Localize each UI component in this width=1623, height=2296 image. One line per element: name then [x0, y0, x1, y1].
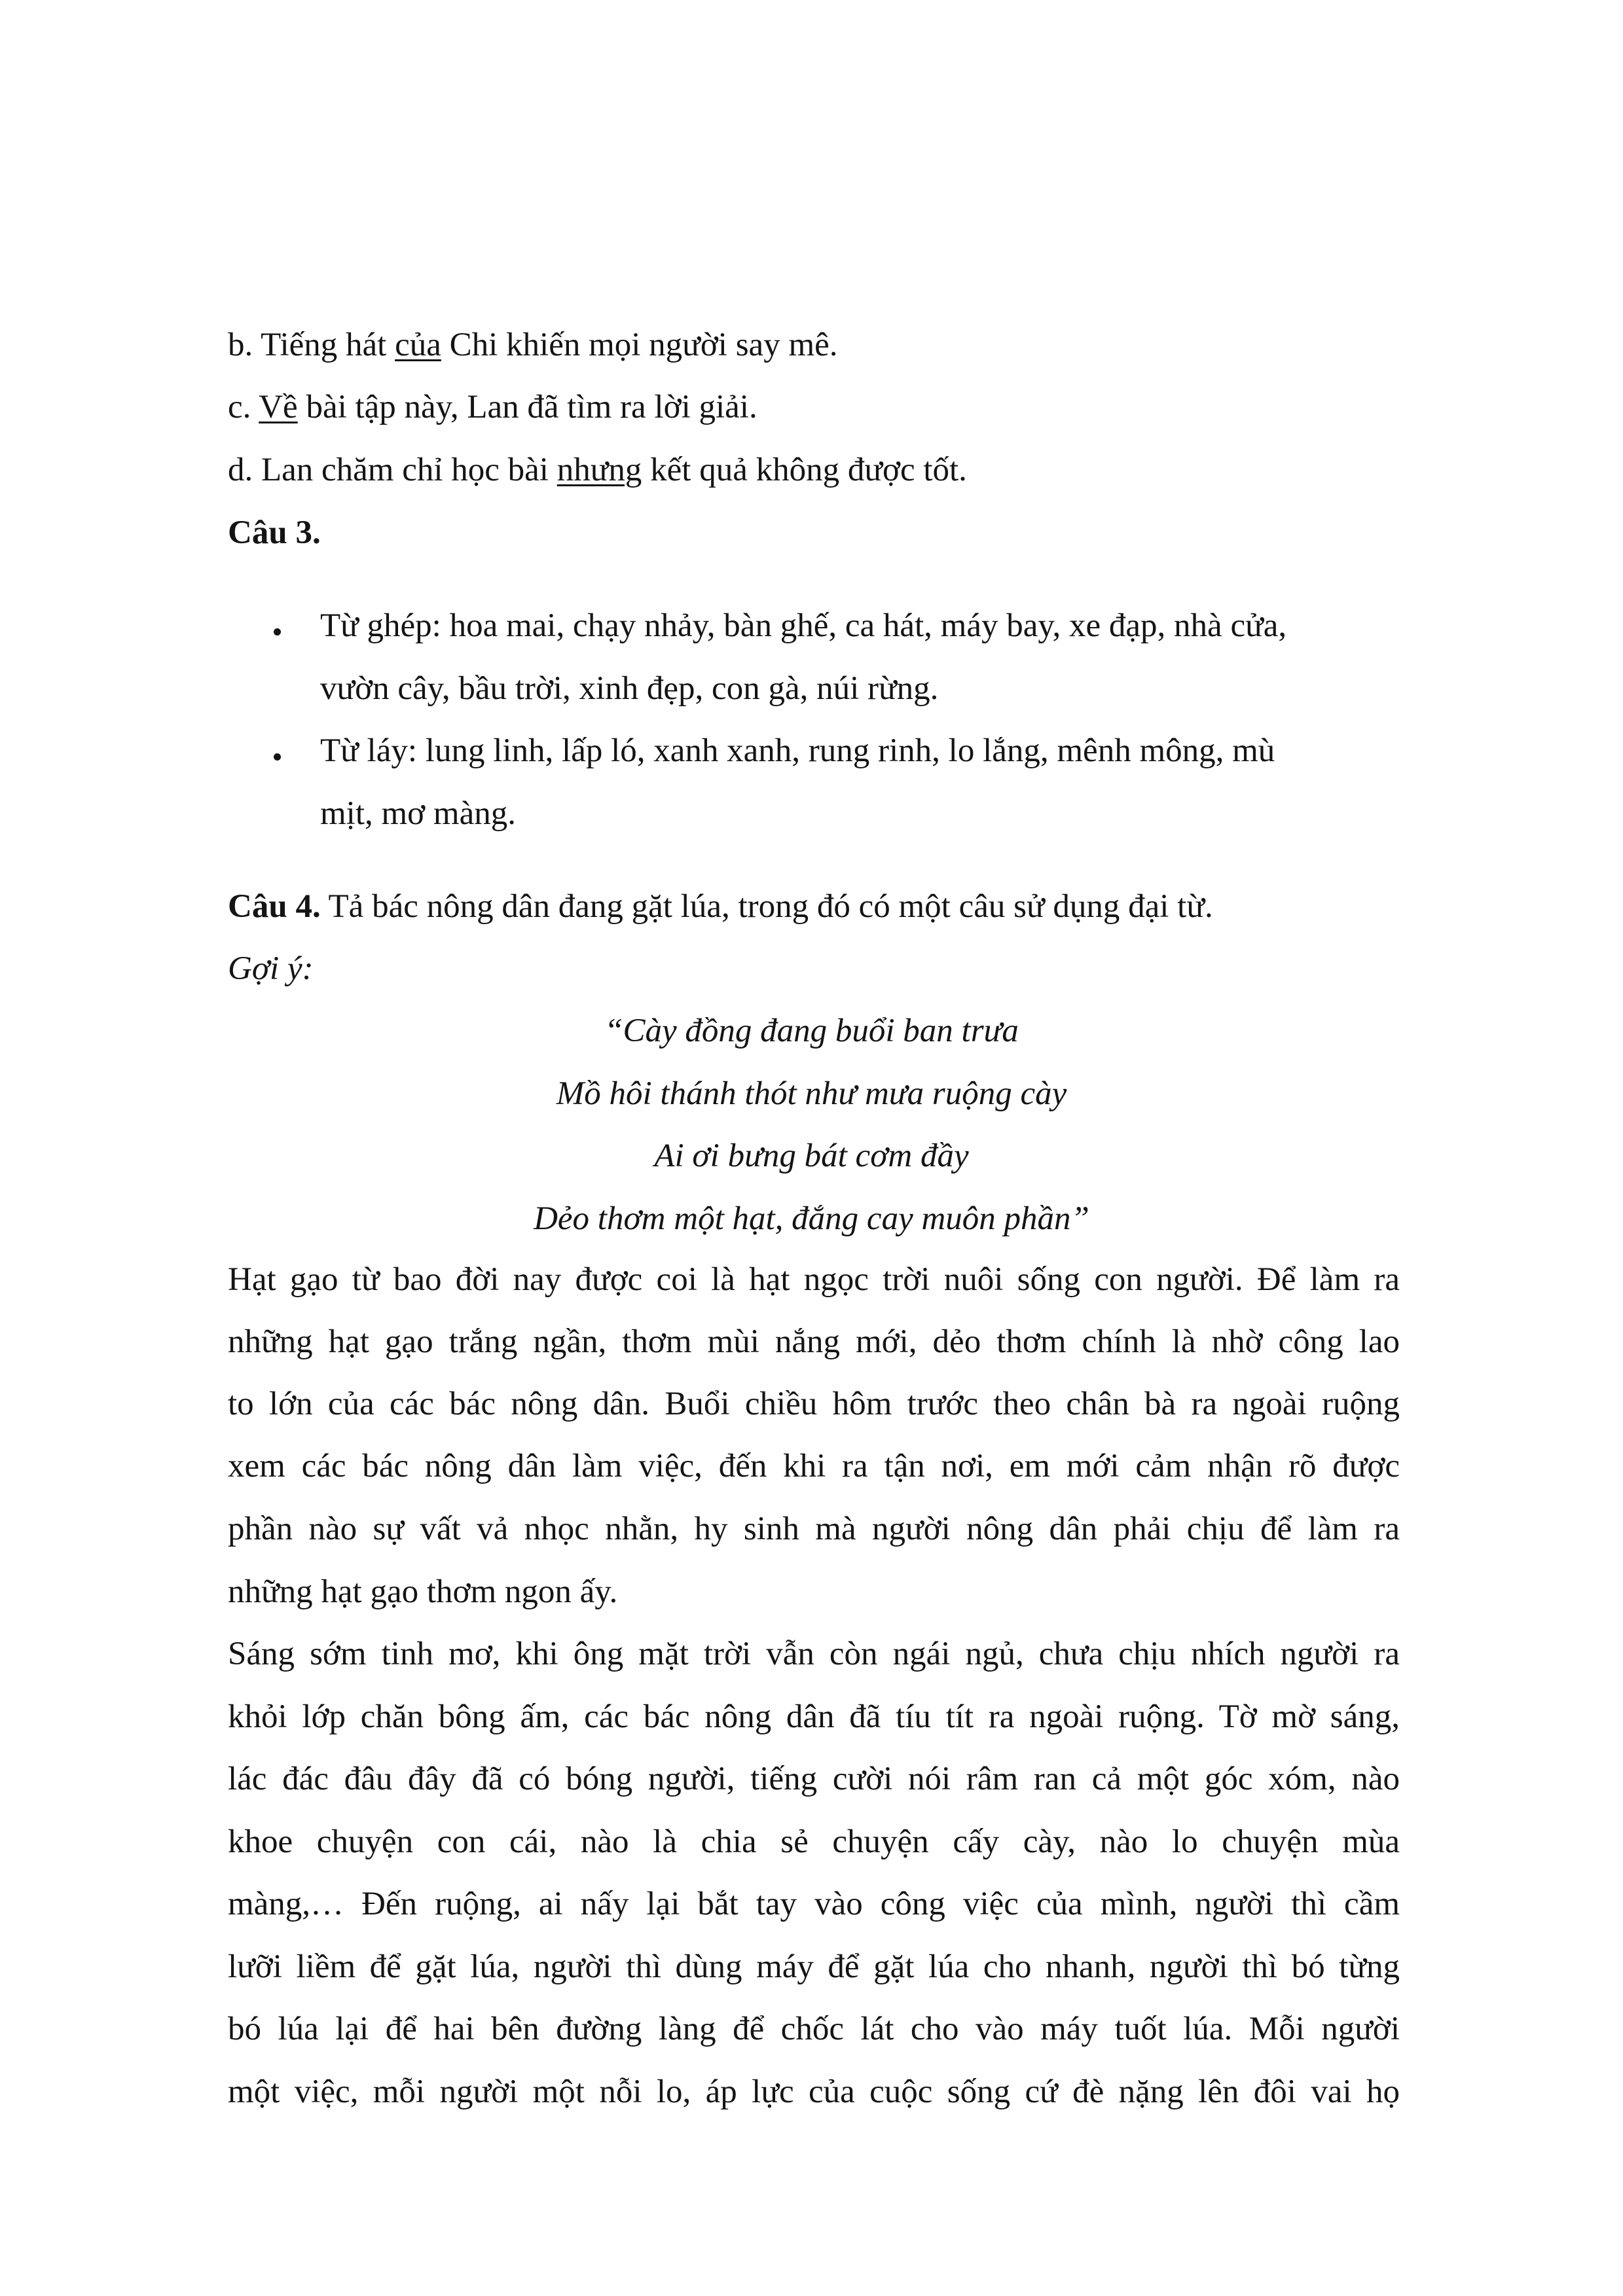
- paragraph-1-line: Hạt gạo từ bao đời nay được coi là hạt ngọc trời nuôi sống con người. Để làm ra: [228, 1261, 1400, 1298]
- answer-c: [228, 387, 757, 427]
- answer-b-prefix: b. Tiếng hát: [228, 327, 395, 363]
- paragraph-2-line: lưỡi liềm để gặt lúa, người thì dùng máy để gặt lúa cho nhanh, người thì bó từng: [228, 1948, 1400, 1985]
- paragraph-2-line: một việc, mỗi người một nỗi lo, áp lực của cuộc sống cứ đè nặng lên đôi vai họ: [228, 2073, 1400, 2110]
- question-4-heading: Câu 4.: [228, 888, 321, 925]
- bullet-icon: [274, 628, 281, 636]
- answer-d-suffix: kết quả không được tốt.: [642, 452, 967, 488]
- answer-c-underlined-word: Về: [259, 389, 298, 425]
- poem-line: Ai ơi bưng bát cơm đầy: [654, 1138, 969, 1174]
- paragraph-2-line: khỏi lớp chăn bông ấm, các bác nông dân đã tíu tít ra ngoài ruộng. Tờ mờ sáng,: [228, 1698, 1400, 1735]
- answer-d: [228, 450, 967, 490]
- paragraph-1-line: những hạt gạo thơm ngon ấy.: [228, 1573, 618, 1610]
- paragraph-1-line: những hạt gạo trắng ngần, thơm mùi nắng mới, dẻo thơm chính là nhờ công lao: [228, 1323, 1400, 1360]
- answer-b-suffix: Chi khiến mọi người say mê.: [441, 327, 838, 363]
- question-4-line: [228, 887, 1213, 926]
- question-4-prompt: Tả bác nông dân đang gặt lúa, trong đó có một câu sử dụng đại từ.: [320, 888, 1213, 925]
- answer-c-suffix: bài tập này, Lan đã tìm ra lời giải.: [297, 389, 757, 425]
- paragraph-2-line: lác đác đâu đây đã có bóng người, tiếng cười nói râm ran cả một góc xóm, nào: [228, 1761, 1400, 1797]
- answer-b: [228, 325, 838, 365]
- q3-bullet-2-line-1: Từ láy: lung linh, lấp ló, xanh xanh, rung rinh, lo lắng, mênh mông, mù: [320, 732, 1275, 769]
- paragraph-1-line: phần nào sự vất vả nhọc nhằn, hy sinh mà người nông dân phải chịu để làm ra: [228, 1511, 1400, 1547]
- answer-c-prefix: c.: [228, 389, 259, 425]
- q3-bullet-1-line-1: Từ ghép: hoa mai, chạy nhảy, bàn ghế, ca hát, máy bay, xe đạp, nhà cửa,: [320, 607, 1287, 644]
- paragraph-1-line: xem các bác nông dân làm việc, đến khi ra tận nơi, em mới cảm nhận rõ được: [228, 1448, 1400, 1484]
- paragraph-2-line: bó lúa lại để hai bên đường làng để chốc lát cho vào máy tuốt lúa. Mỗi người: [228, 2011, 1400, 2047]
- answer-b-underlined-word: của: [395, 327, 441, 363]
- paragraph-2-line: màng,… Đến ruộng, ai nấy lại bắt tay vào công việc của mình, người thì cầm: [228, 1886, 1400, 1922]
- question-3-heading: Câu 3.: [228, 514, 321, 551]
- poem-line: “Cày đồng đang buổi ban trưa: [604, 1013, 1019, 1049]
- poem-line: Mồ hôi thánh thót như mưa ruộng cày: [556, 1075, 1067, 1112]
- q3-bullet-2-line-2: mịt, mơ màng.: [320, 795, 516, 832]
- answer-d-prefix: d. Lan chăm chỉ học bài: [228, 452, 557, 488]
- paragraph-1-line: to lớn của các bác nông dân. Buổi chiều hôm trước theo chân bà ra ngoài ruộng: [228, 1386, 1400, 1422]
- q3-bullet-1-line-2: vườn cây, bầu trời, xinh đẹp, con gà, núi rừng.: [320, 670, 939, 707]
- answer-d-underlined-word: nhưng: [556, 452, 642, 488]
- poem-line: Dẻo thơm một hạt, đắng cay muôn phần”: [534, 1200, 1089, 1237]
- bullet-icon: [274, 753, 281, 761]
- paragraph-2-line: Sáng sớm tinh mơ, khi ông mặt trời vẫn còn ngái ngủ, chưa chịu nhích người ra: [228, 1636, 1400, 1672]
- hint-label: Gợi ý:: [228, 950, 314, 987]
- paragraph-2-line: khoe chuyện con cái, nào là chia sẻ chuyện cấy cày, nào lo chuyện mùa: [228, 1823, 1400, 1860]
